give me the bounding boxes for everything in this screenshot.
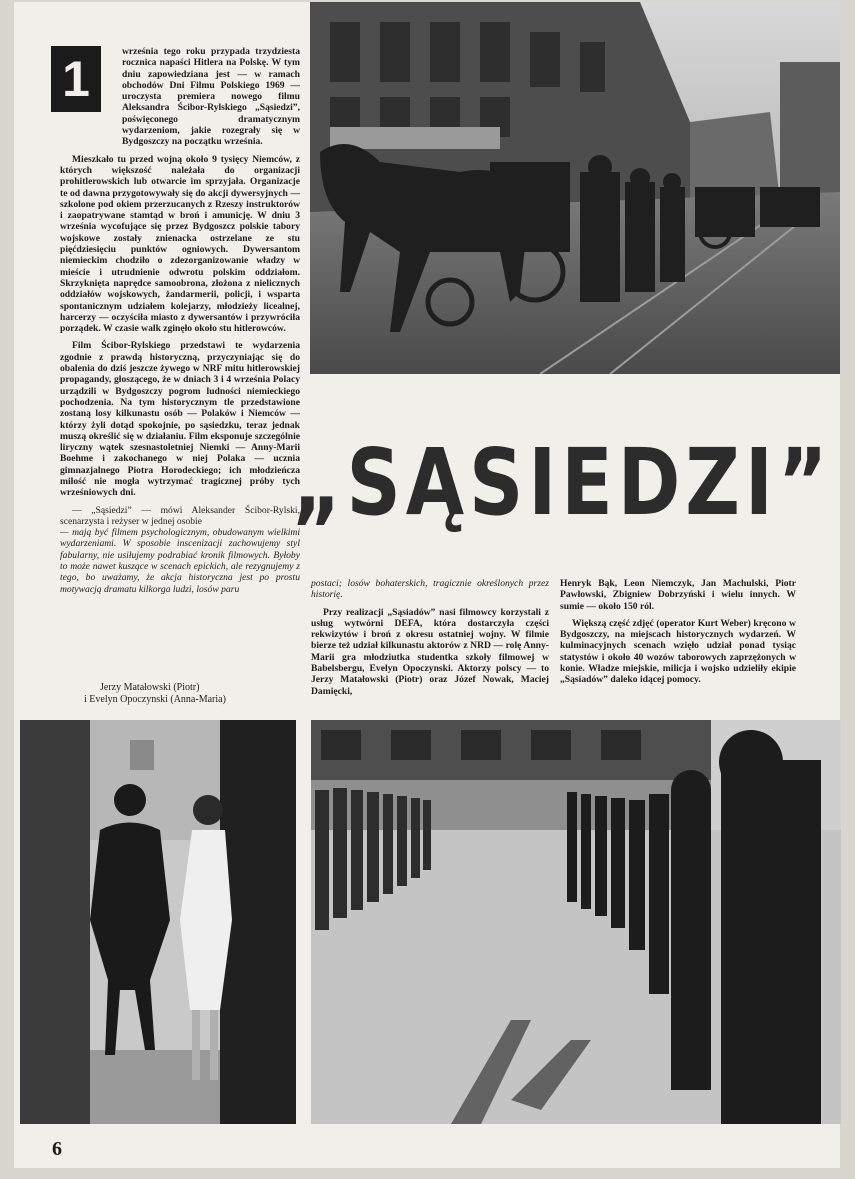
film-title: „SĄSIEDZI” xyxy=(292,429,833,536)
paragraph: Film Ścibor-Rylskiego przedstawi te wydarzenia zgodnie z prawdą historyczną, przyczyniając się do obalenia do dziś jeszcze żywego w NRF mitu hitlerowskiej propagandy, głoszącego, że w dniach 3 i 4 września Polacy urządzili w Bydgoszczy pogrom ludności niemieckiego pochodzenia. Na tym historycznym tle przedstawione zostaną losy kilkunastu osób — Polaków i Niemców — którzy żyli dotąd spokojnie, po sąsiedzku, teraz jednak muszą określić się w działaniu. Film eksponuje szczególnie liryczny wątek szesnastoletniej Niemki — Anny-Marii Boehme i zakochanego w niej Polaka — ucznia gimnazjalnego Piotra Horodeckiego; ich młodzieńcza miłość nie mogła wytrzymać tragicznej próby tych wrześniowych dni. xyxy=(60,340,300,499)
paragraph: Henryk Bąk, Leon Niemczyk, Jan Machulski, Piotr Pawłowski, Zbigniew Dobrzyński i wielu innych. W sumie — około 150 ról. xyxy=(560,578,796,612)
text-column-middle xyxy=(311,578,549,703)
drop-cap: 1 xyxy=(51,46,101,112)
caption-line: i Evelyn Opoczynski (Anna-Maria) xyxy=(84,694,226,705)
page-number: 6 xyxy=(52,1138,62,1160)
paragraph: Mieszkało tu przed wojną około 9 tysięcy Niemców, z których większość należała do organizacji prohitlerowskich lub otwarcie im sprzyjała. Organizacje te od dawna przygotowywały się do akcji dywersyjnych — szkolone pod okiem przerzucanych z Rzeszy instruktorów i zaopatrywane stamtąd w broń i amunicję. W dniu 3 września wycofujące się przez Bydgoszcz polskie tabory wojskowe zostały znienacka ostrzelane ze stu pięćdziesięciu punktów ogniowych. Dywersantom niemieckim chodziło o zdezorganizowanie władzy w mieście i utrudnienie odwrotu polskim oddziałom. Skrzyknięta naprędce samoobrona, złożona z nielicznych oddziałów wojskowych, żandarmerii, policji, i wsparta spontanicznym udziałem kolejarzy, młodzieży licealnej, harcerzy — oczyściła miasto z dywersantów i przywróciła porządek. W czasie walk zginęło około stu hitlerowców. xyxy=(60,153,300,335)
photo-caption xyxy=(84,682,304,706)
paragraph: Przy realizacji „Sąsiadów” nasi filmowcy korzystali z usług wytwórni DEFA, która dostarczyła części rekwizytów i broń z okresu ostatniej wojny. W filmie bierze też udział kilkunastu aktorów z NRD — rolę Anny-Marii gra młodziutka studentka szkoły filmowej w Babelsbergu, Evelyn Opoczynski. Aktorzy polscy — to Jerzy Matałowski (Piotr) oraz Józef Nowak, Maciej Damięcki, xyxy=(311,606,549,697)
quote-intro: — „Sąsiedzi” — mówi Aleksander Ścibor-Rylski, scenarzysta i reżyser w jednej osobie xyxy=(60,504,300,527)
soldiers-photo xyxy=(311,720,841,1124)
caption-line: Jerzy Matałowski (Piotr) xyxy=(100,682,200,693)
intro-paragraph: września tego roku przypada trzydziesta rocznica napaści Hitlera na Polskę. W tym dniu zapowiedziana jest — w ramach obchodów Dni Filmu Polskiego 1969 — uroczysta premiera nowego filmu Aleksandra Ścibor-Rylskiego „Sąsiedzi”, poświęconego dramatycznym wydarzeniom, jakie rozegrały się w Bydgoszczy na początku września. xyxy=(122,46,300,148)
paragraph: Większą część zdjęć (operator Kurt Weber) kręcono w Bydgoszczy, na miejscach historycznych wydarzeń. W kulminacyjnych scenach wzięło udział ponad tysiąc statystów i około 40 wozów taborowych zaprzężonych w konie. Władze miejskie, milicja i wojsko udzieliły ekipie „Sąsiadów” daleko idącej pomocy. xyxy=(560,617,796,686)
actors-photo xyxy=(20,720,296,1124)
quote-text: — mają być filmem psychologicznym, obudowanym wielkimi wydarzeniami. W sposobie inscenizacji zachowujemy styl fabularny, nie usiłujemy podrabiać kronik filmowych. Byłoby to może nawet kuszące w scenach epickich, ale rezygnujemy z tego, bo uważamy, że akcja historyczna jest po prostu motywacją dramatu kilkorga ludzi, losów paru xyxy=(60,527,300,595)
text-column-left xyxy=(60,46,300,601)
text-column-right xyxy=(560,578,796,692)
street-column-photo xyxy=(310,2,840,374)
quote-text-continued: postaci; losów bohaterskich, tragicznie określonych przez historię. xyxy=(311,578,549,601)
